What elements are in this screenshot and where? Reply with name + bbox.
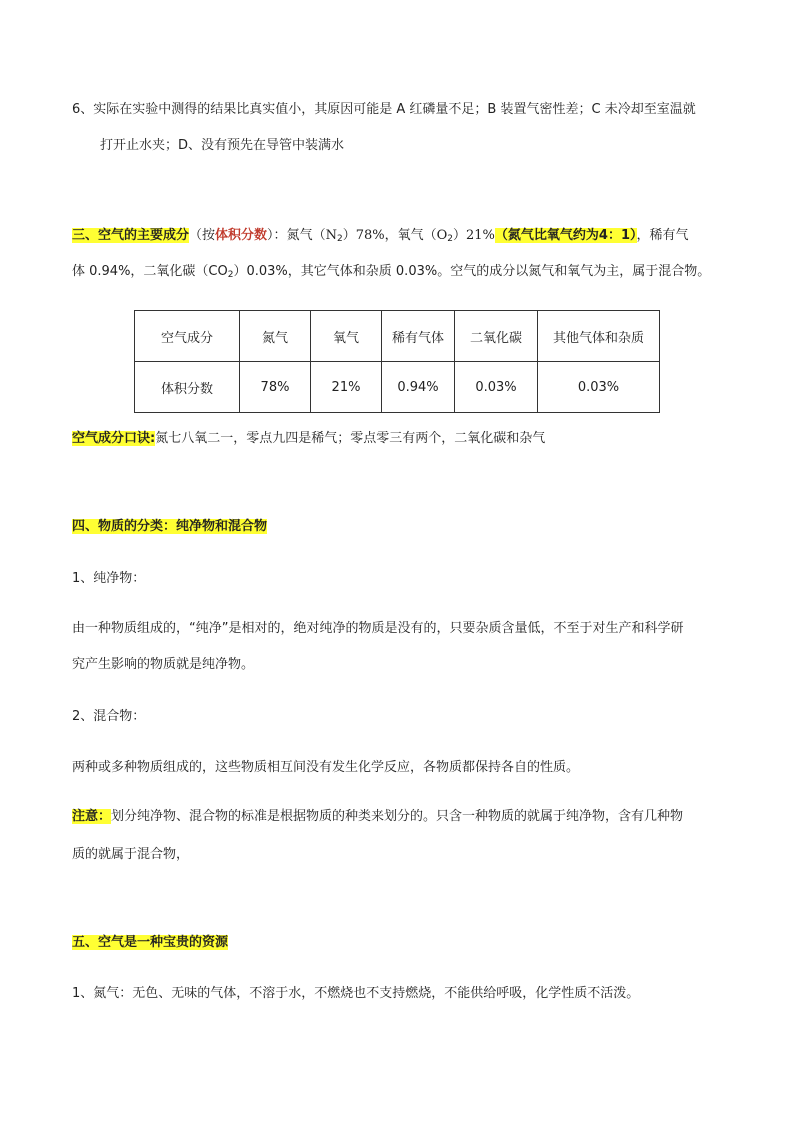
s3-o2-sub: 2: [447, 234, 453, 244]
s4-pure-l1: 由一种物质组成的，“纯净”是相对的，绝对纯净的物质是没有的，只要杂质含量低，不至于对生产和科学研: [72, 621, 684, 636]
table-header-row: [135, 311, 660, 362]
s6-line1: 6、实际在实验中测得的结果比真实值小，其原因可能是 A 红磷量不足；B 装置气密性差；C 未冷却至室温就: [72, 102, 696, 117]
table-header-cell: 二氧化碳: [455, 311, 538, 362]
table-cell: 78%: [240, 362, 311, 413]
s3-n2-a: 氮气（N: [286, 228, 337, 243]
mnemonic-label: 空气成分口诀:: [72, 431, 156, 446]
s4-mix-title: 2、混合物：: [72, 709, 146, 724]
table-cell: 21%: [311, 362, 382, 413]
s4-pure-title: 1、纯净物：: [72, 571, 146, 586]
s5-n2-text: 1、氮气：无色、无味的气体，不溶于水，不燃烧也不支持燃烧，不能供给呼吸，化学性质不活泼。: [72, 986, 640, 1001]
s4-note-l1: [72, 807, 683, 827]
s3-ratio-a: （氮气比氧气约为: [494, 228, 599, 243]
s3-n2-b: ）78%，氧气（O: [342, 228, 448, 243]
s3-line1: [72, 226, 689, 249]
s6-line2: 打开止水夹；D、没有预先在导管中装满水: [100, 138, 345, 153]
s4-note-l2: 质的就属于混合物，: [72, 847, 190, 862]
s3-line2-b: ）0.03%，其它气体和杂质 0.03%。空气的成分以氮气和氧气为主，属于混合物。: [233, 264, 711, 279]
s5-heading-line: [72, 933, 228, 953]
mnemonic-text: 氮七八氧二一，零点九四是稀气；零点零三有两个，二氧化碳和杂气: [155, 431, 546, 446]
air-composition-table: [134, 310, 660, 413]
s4-heading-line: [72, 517, 267, 537]
table-header-cell: 氧气: [311, 311, 382, 362]
s3-line2-a: 体 0.94%，二氧化碳（CO: [72, 264, 228, 279]
table-cell: 0.94%: [382, 362, 455, 413]
s4-note-label: 注意：: [72, 809, 112, 824]
s3-paren-open: （按: [189, 228, 216, 243]
table-header-cell: 氮气: [240, 311, 311, 362]
table-header-cell: 空气成分: [135, 311, 240, 362]
s4-mix-text: 两种或多种物质组成的，这些物质相互间没有发生化学反应，各物质都保持各自的性质。: [72, 760, 580, 775]
table-cell: 体积分数: [135, 362, 240, 413]
table-cell: 0.03%: [538, 362, 660, 413]
s3-line2: [72, 262, 710, 285]
s4-note-text: 划分纯净物、混合物的标准是根据物质的种类来划分的。只含一种物质的就属于纯净物，含有几种物: [111, 809, 684, 824]
s4-heading: 四、物质的分类：纯净物和混合物: [72, 519, 268, 534]
s3-ratio: [495, 228, 637, 243]
s3-paren-red: 体积分数: [215, 228, 268, 243]
table-cell: 0.03%: [455, 362, 538, 413]
s3-tail1: ，稀有气: [636, 228, 689, 243]
s3-ratio-b: 4：1）: [598, 228, 637, 243]
s5-heading: 五、空气是一种宝贵的资源: [72, 935, 229, 950]
table-header-cell: 其他气体和杂质: [538, 311, 660, 362]
mnemonic-line: [72, 429, 545, 449]
s3-paren-close: ）：: [267, 228, 287, 243]
table-row: [135, 362, 660, 413]
s3-co2-sub: 2: [227, 270, 234, 280]
s4-pure-l2: 究产生影响的物质就是纯净物。: [72, 657, 255, 672]
table-header-cell: 稀有气体: [382, 311, 455, 362]
s3-n2-sub: 2: [336, 234, 343, 244]
s3-heading: 三、空气的主要成分: [72, 228, 190, 243]
s3-o2-b: ）21%: [452, 228, 495, 243]
